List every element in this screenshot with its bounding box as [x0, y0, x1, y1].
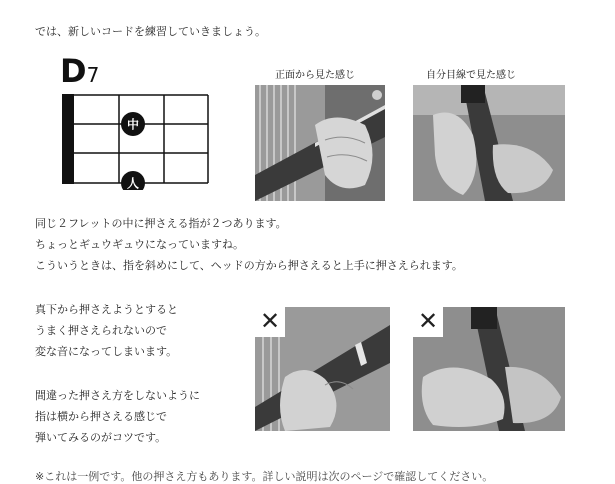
photo-wrong-front	[255, 307, 390, 431]
warning-line: うまく押さえられないので	[35, 324, 167, 337]
tip-line: 間違った押さえ方をしないように	[35, 389, 200, 402]
chord-root: D	[60, 52, 87, 90]
photo-own-view	[413, 85, 565, 201]
wrong-mark-glyph: ✕	[418, 307, 439, 335]
chord-name	[60, 54, 99, 92]
finger-label-index: 人	[126, 176, 140, 190]
chord-diagram	[62, 94, 212, 190]
footer-partial-text: ※これは一例です。他の押さえ方もあります。詳しい説明は次のページで確認してください。	[35, 470, 494, 483]
wrong-mark	[255, 307, 285, 337]
caption-own-view: 自分目線で見た感じ	[426, 70, 516, 81]
explanation-line: 同じ２フレットの中に押さえる指が２つあります。	[35, 217, 287, 230]
nut	[62, 94, 74, 184]
warning-line: 変な音になってしまいます。	[35, 345, 178, 358]
wrong-mark-glyph: ✕	[260, 307, 281, 335]
tip-line: 指は横から押さえる感じで	[35, 410, 167, 423]
intro-text: では、新しいコードを練習していきましょう。	[35, 25, 266, 38]
photo-wrong-own-view	[413, 307, 565, 431]
warning-line: 真下から押さえようとすると	[35, 303, 178, 316]
explanation-line: こういうときは、指を斜めにして、ヘッドの方から押さえると上手に押さえられます。	[35, 259, 463, 272]
explanation-line: ちょっとギュウギュウになっていますね。	[35, 238, 244, 251]
tip-line: 弾いてみるのがコツです。	[35, 431, 167, 444]
caption-front-view: 正面から見た感じ	[275, 70, 355, 81]
chord-suffix: 7	[86, 63, 100, 87]
finger-label-middle: 中	[126, 117, 140, 132]
photo-front-view	[255, 85, 385, 201]
wrong-mark	[413, 307, 443, 337]
